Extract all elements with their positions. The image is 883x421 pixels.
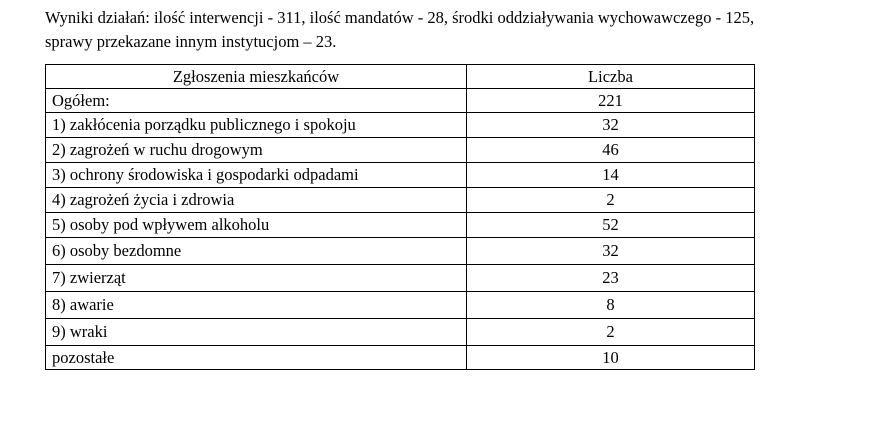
row-value: 32 xyxy=(467,113,755,138)
row-value: 2 xyxy=(467,319,755,346)
table-header-row xyxy=(46,65,755,89)
resident-reports-table xyxy=(45,64,755,370)
row-label: Ogółem: xyxy=(46,89,467,113)
table-row xyxy=(46,213,755,238)
table-row xyxy=(46,238,755,265)
row-label: 6) osoby bezdomne xyxy=(46,238,467,265)
row-label: 9) wraki xyxy=(46,319,467,346)
row-value: 2 xyxy=(467,188,755,213)
row-label: 8) awarie xyxy=(46,292,467,319)
row-label: 7) zwierząt xyxy=(46,265,467,292)
row-value: 221 xyxy=(467,89,755,113)
row-label: 5) osoby pod wpływem alkoholu xyxy=(46,213,467,238)
table-row-total xyxy=(46,89,755,113)
table-row xyxy=(46,346,755,370)
row-value: 52 xyxy=(467,213,755,238)
results-paragraph xyxy=(45,6,875,54)
header-reports: Zgłoszenia mieszkańców xyxy=(46,65,467,89)
table-row xyxy=(46,292,755,319)
table-row xyxy=(46,163,755,188)
header-count: Liczba xyxy=(467,65,755,89)
table-row xyxy=(46,319,755,346)
row-value: 46 xyxy=(467,138,755,163)
row-value: 23 xyxy=(467,265,755,292)
row-label: 1) zakłócenia porządku publicznego i spokoju xyxy=(46,113,467,138)
row-value: 32 xyxy=(467,238,755,265)
row-value: 14 xyxy=(467,163,755,188)
row-value: 10 xyxy=(467,346,755,370)
results-line-2: sprawy przekazane innym instytucjom – 23. xyxy=(45,32,337,51)
row-value: 8 xyxy=(467,292,755,319)
results-line-1: Wyniki działań: ilość interwencji - 311, ilość mandatów - 28, środki oddziaływania wychowawczego - 125, xyxy=(45,8,755,27)
table-row xyxy=(46,113,755,138)
table-row xyxy=(46,188,755,213)
table-row xyxy=(46,265,755,292)
row-label: pozostałe xyxy=(46,346,467,370)
row-label: 3) ochrony środowiska i gospodarki odpadami xyxy=(46,163,467,188)
row-label: 4) zagrożeń życia i zdrowia xyxy=(46,188,467,213)
row-label: 2) zagrożeń w ruchu drogowym xyxy=(46,138,467,163)
table-row xyxy=(46,138,755,163)
